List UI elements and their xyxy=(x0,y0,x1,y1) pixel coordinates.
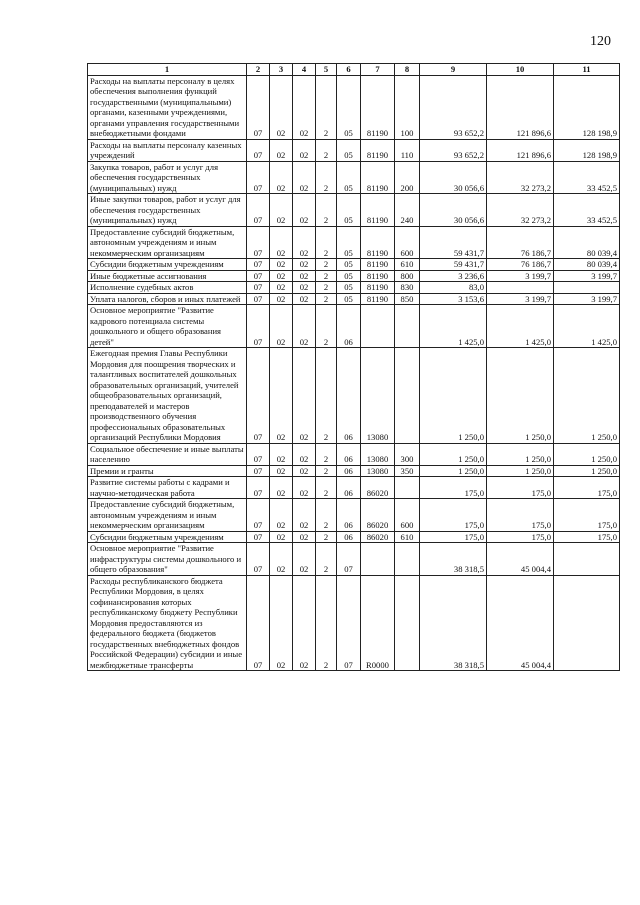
amount-year3-cell xyxy=(554,543,620,576)
subsection2-cell: 02 xyxy=(293,348,316,444)
subprogram-cell: 05 xyxy=(337,194,361,227)
subsection-cell: 02 xyxy=(270,139,293,161)
subprogram-cell: 05 xyxy=(337,282,361,294)
subsection-cell: 02 xyxy=(270,575,293,671)
expense-code-cell: 13080 xyxy=(361,465,395,477)
amount-year3-cell: 1 250,0 xyxy=(554,443,620,465)
expense-type-cell xyxy=(395,305,420,348)
amount-year2-cell: 3 199,7 xyxy=(487,270,554,282)
amount-year2-cell: 1 425,0 xyxy=(487,305,554,348)
amount-year2-cell: 32 273,2 xyxy=(487,161,554,194)
subsection-cell: 02 xyxy=(270,305,293,348)
amount-year2-cell xyxy=(487,282,554,294)
program-cell: 2 xyxy=(316,259,337,271)
amount-year2-cell: 45 004,4 xyxy=(487,575,554,671)
section-cell: 07 xyxy=(247,531,270,543)
table-row xyxy=(88,75,620,139)
section-cell: 07 xyxy=(247,282,270,294)
program-cell: 2 xyxy=(316,305,337,348)
table-header xyxy=(88,64,620,76)
amount-year3-cell: 1 250,0 xyxy=(554,465,620,477)
section-cell: 07 xyxy=(247,161,270,194)
amount-year1-cell: 1 425,0 xyxy=(420,305,487,348)
section-cell: 07 xyxy=(247,477,270,499)
expense-type-cell: 300 xyxy=(395,443,420,465)
amount-year3-cell: 33 452,5 xyxy=(554,194,620,227)
subprogram-cell: 06 xyxy=(337,305,361,348)
program-cell: 2 xyxy=(316,293,337,305)
expense-code-cell: 81190 xyxy=(361,139,395,161)
amount-year1-cell: 1 250,0 xyxy=(420,348,487,444)
expense-code-cell: R0000 xyxy=(361,575,395,671)
subsection2-cell: 02 xyxy=(293,270,316,282)
expense-type-cell: 610 xyxy=(395,531,420,543)
program-cell: 2 xyxy=(316,575,337,671)
subsection-cell: 02 xyxy=(270,75,293,139)
expense-code-cell: 81190 xyxy=(361,75,395,139)
subsection-cell: 02 xyxy=(270,259,293,271)
section-cell: 07 xyxy=(247,270,270,282)
program-cell: 2 xyxy=(316,477,337,499)
subprogram-cell: 06 xyxy=(337,348,361,444)
expense-code-cell xyxy=(361,543,395,576)
subprogram-cell: 05 xyxy=(337,75,361,139)
table-row xyxy=(88,139,620,161)
expense-code-cell: 13080 xyxy=(361,348,395,444)
column-header: 1 xyxy=(88,64,247,76)
table-row xyxy=(88,543,620,576)
program-cell: 2 xyxy=(316,443,337,465)
expense-code-cell: 81190 xyxy=(361,161,395,194)
subprogram-cell: 06 xyxy=(337,465,361,477)
expense-type-cell: 600 xyxy=(395,499,420,532)
row-name-cell: Предоставление субсидий бюджетным, автономным учреждениям и иным некоммерческим организациям xyxy=(88,499,247,532)
subprogram-cell: 05 xyxy=(337,270,361,282)
amount-year2-cell: 175,0 xyxy=(487,477,554,499)
subprogram-cell: 05 xyxy=(337,161,361,194)
subprogram-cell: 07 xyxy=(337,543,361,576)
expense-type-cell xyxy=(395,348,420,444)
amount-year2-cell: 45 004,4 xyxy=(487,543,554,576)
subsection-cell: 02 xyxy=(270,499,293,532)
subsection-cell: 02 xyxy=(270,348,293,444)
subsection2-cell: 02 xyxy=(293,293,316,305)
subprogram-cell: 07 xyxy=(337,575,361,671)
subsection-cell: 02 xyxy=(270,477,293,499)
amount-year2-cell: 32 273,2 xyxy=(487,194,554,227)
column-header: 5 xyxy=(316,64,337,76)
amount-year1-cell: 30 056,6 xyxy=(420,194,487,227)
amount-year1-cell: 175,0 xyxy=(420,477,487,499)
expense-type-cell: 830 xyxy=(395,282,420,294)
amount-year1-cell: 175,0 xyxy=(420,531,487,543)
section-cell: 07 xyxy=(247,499,270,532)
section-cell: 07 xyxy=(247,465,270,477)
subsection2-cell: 02 xyxy=(293,282,316,294)
row-name-cell: Уплата налогов, сборов и иных платежей xyxy=(88,293,247,305)
amount-year2-cell: 1 250,0 xyxy=(487,465,554,477)
budget-table xyxy=(87,63,620,671)
subsection-cell: 02 xyxy=(270,531,293,543)
amount-year3-cell: 80 039,4 xyxy=(554,259,620,271)
row-name-cell: Развитие системы работы с кадрами и научно-методическая работа xyxy=(88,477,247,499)
subsection-cell: 02 xyxy=(270,270,293,282)
amount-year2-cell: 1 250,0 xyxy=(487,348,554,444)
subsection-cell: 02 xyxy=(270,443,293,465)
section-cell: 07 xyxy=(247,75,270,139)
amount-year3-cell: 80 039,4 xyxy=(554,226,620,259)
section-cell: 07 xyxy=(247,575,270,671)
table-row xyxy=(88,443,620,465)
amount-year3-cell: 3 199,7 xyxy=(554,270,620,282)
subsection-cell: 02 xyxy=(270,465,293,477)
row-name-cell: Иные бюджетные ассигнования xyxy=(88,270,247,282)
table-row xyxy=(88,465,620,477)
table-row xyxy=(88,499,620,532)
program-cell: 2 xyxy=(316,282,337,294)
amount-year1-cell: 38 318,5 xyxy=(420,543,487,576)
amount-year2-cell: 175,0 xyxy=(487,531,554,543)
program-cell: 2 xyxy=(316,531,337,543)
subprogram-cell: 05 xyxy=(337,226,361,259)
amount-year2-cell: 3 199,7 xyxy=(487,293,554,305)
column-header: 8 xyxy=(395,64,420,76)
table-row xyxy=(88,477,620,499)
section-cell: 07 xyxy=(247,293,270,305)
expense-code-cell: 13080 xyxy=(361,443,395,465)
subsection2-cell: 02 xyxy=(293,477,316,499)
subsection2-cell: 02 xyxy=(293,499,316,532)
expense-code-cell: 86020 xyxy=(361,531,395,543)
subsection2-cell: 02 xyxy=(293,465,316,477)
row-name-cell: Ежегодная премия Главы Республики Мордовия для поощрения творческих и талантливых воспитателей дошкольных образовательных организаций, учителей общеобразовательных организаций, преподавателей и мастеров производственного обучения профессиональных образовательных организаций Республики Мордовия xyxy=(88,348,247,444)
expense-type-cell: 240 xyxy=(395,194,420,227)
section-cell: 07 xyxy=(247,226,270,259)
expense-type-cell: 850 xyxy=(395,293,420,305)
expense-code-cell: 81190 xyxy=(361,194,395,227)
subsection-cell: 02 xyxy=(270,194,293,227)
amount-year3-cell: 175,0 xyxy=(554,531,620,543)
amount-year1-cell: 1 250,0 xyxy=(420,443,487,465)
row-name-cell: Иные закупки товаров, работ и услуг для обеспечения государственных (муниципальных) нужд xyxy=(88,194,247,227)
section-cell: 07 xyxy=(247,259,270,271)
amount-year1-cell: 93 652,2 xyxy=(420,139,487,161)
program-cell: 2 xyxy=(316,348,337,444)
expense-code-cell xyxy=(361,305,395,348)
amount-year3-cell: 128 198,9 xyxy=(554,139,620,161)
row-name-cell: Основное мероприятие "Развитие инфраструктуры системы дошкольного и общего образования" xyxy=(88,543,247,576)
subsection2-cell: 02 xyxy=(293,75,316,139)
subprogram-cell: 05 xyxy=(337,259,361,271)
row-name-cell: Расходы на выплаты персоналу казенных учреждений xyxy=(88,139,247,161)
amount-year2-cell: 1 250,0 xyxy=(487,443,554,465)
section-cell: 07 xyxy=(247,543,270,576)
amount-year2-cell: 121 896,6 xyxy=(487,75,554,139)
amount-year2-cell: 121 896,6 xyxy=(487,139,554,161)
subprogram-cell: 05 xyxy=(337,293,361,305)
expense-code-cell: 81190 xyxy=(361,226,395,259)
expense-type-cell xyxy=(395,477,420,499)
column-header: 9 xyxy=(420,64,487,76)
subsection-cell: 02 xyxy=(270,293,293,305)
program-cell: 2 xyxy=(316,226,337,259)
amount-year2-cell: 76 186,7 xyxy=(487,259,554,271)
column-header: 3 xyxy=(270,64,293,76)
section-cell: 07 xyxy=(247,194,270,227)
section-cell: 07 xyxy=(247,443,270,465)
section-cell: 07 xyxy=(247,139,270,161)
amount-year1-cell: 93 652,2 xyxy=(420,75,487,139)
column-header: 2 xyxy=(247,64,270,76)
amount-year1-cell: 59 431,7 xyxy=(420,226,487,259)
expense-type-cell: 800 xyxy=(395,270,420,282)
subsection-cell: 02 xyxy=(270,543,293,576)
subsection2-cell: 02 xyxy=(293,139,316,161)
subsection-cell: 02 xyxy=(270,226,293,259)
program-cell: 2 xyxy=(316,543,337,576)
subsection2-cell: 02 xyxy=(293,226,316,259)
program-cell: 2 xyxy=(316,499,337,532)
row-name-cell: Социальное обеспечение и иные выплаты населению xyxy=(88,443,247,465)
amount-year1-cell: 3 153,6 xyxy=(420,293,487,305)
subprogram-cell: 06 xyxy=(337,531,361,543)
subsection2-cell: 02 xyxy=(293,259,316,271)
expense-code-cell: 81190 xyxy=(361,293,395,305)
expense-code-cell: 81190 xyxy=(361,282,395,294)
table-row xyxy=(88,270,620,282)
row-name-cell: Субсидии бюджетным учреждениям xyxy=(88,259,247,271)
table-row xyxy=(88,282,620,294)
row-name-cell: Субсидии бюджетным учреждениям xyxy=(88,531,247,543)
table-row xyxy=(88,194,620,227)
row-name-cell: Закупка товаров, работ и услуг для обеспечения государственных (муниципальных) нужд xyxy=(88,161,247,194)
subsection2-cell: 02 xyxy=(293,161,316,194)
row-name-cell: Исполнение судебных актов xyxy=(88,282,247,294)
row-name-cell: Расходы на выплаты персоналу в целях обеспечения выполнения функций государственными (муниципальными) органами, казенными учреждениями, органами управления государственными внебюджетными фондами xyxy=(88,75,247,139)
column-header: 4 xyxy=(293,64,316,76)
program-cell: 2 xyxy=(316,139,337,161)
program-cell: 2 xyxy=(316,465,337,477)
expense-type-cell: 350 xyxy=(395,465,420,477)
amount-year1-cell: 30 056,6 xyxy=(420,161,487,194)
row-name-cell: Основное мероприятие "Развитие кадрового потенциала системы дошкольного и общего образования детей" xyxy=(88,305,247,348)
table-row xyxy=(88,293,620,305)
table-row xyxy=(88,348,620,444)
column-header: 7 xyxy=(361,64,395,76)
subsection-cell: 02 xyxy=(270,161,293,194)
table-row xyxy=(88,575,620,671)
expense-type-cell xyxy=(395,575,420,671)
subprogram-cell: 06 xyxy=(337,477,361,499)
column-header: 11 xyxy=(554,64,620,76)
program-cell: 2 xyxy=(316,194,337,227)
amount-year1-cell: 175,0 xyxy=(420,499,487,532)
table-row xyxy=(88,531,620,543)
subsection2-cell: 02 xyxy=(293,575,316,671)
amount-year3-cell: 3 199,7 xyxy=(554,293,620,305)
amount-year1-cell: 59 431,7 xyxy=(420,259,487,271)
subprogram-cell: 05 xyxy=(337,139,361,161)
amount-year3-cell: 1 425,0 xyxy=(554,305,620,348)
amount-year3-cell xyxy=(554,575,620,671)
amount-year3-cell: 175,0 xyxy=(554,499,620,532)
table-row xyxy=(88,226,620,259)
subsection2-cell: 02 xyxy=(293,305,316,348)
amount-year1-cell: 3 236,6 xyxy=(420,270,487,282)
program-cell: 2 xyxy=(316,270,337,282)
table-row xyxy=(88,161,620,194)
program-cell: 2 xyxy=(316,161,337,194)
expense-type-cell: 110 xyxy=(395,139,420,161)
subsection2-cell: 02 xyxy=(293,543,316,576)
expense-type-cell xyxy=(395,543,420,576)
expense-type-cell: 100 xyxy=(395,75,420,139)
subsection2-cell: 02 xyxy=(293,194,316,227)
amount-year3-cell: 33 452,5 xyxy=(554,161,620,194)
page-number: 120 xyxy=(590,34,611,49)
expense-type-cell: 600 xyxy=(395,226,420,259)
amount-year3-cell: 128 198,9 xyxy=(554,75,620,139)
expense-code-cell: 86020 xyxy=(361,499,395,532)
row-name-cell: Расходы республиканского бюджета Республики Мордовия, в целях софинансирования которых республиканскому бюджету Республики Мордовия предоставляются из федерального бюджета (бюджетов государственных внебюджетных фондов Российской Федерации) субсидии и иные межбюджетные трансферты xyxy=(88,575,247,671)
expense-code-cell: 86020 xyxy=(361,477,395,499)
row-name-cell: Премии и гранты xyxy=(88,465,247,477)
subsection2-cell: 02 xyxy=(293,443,316,465)
expense-code-cell: 81190 xyxy=(361,270,395,282)
subprogram-cell: 06 xyxy=(337,443,361,465)
subsection2-cell: 02 xyxy=(293,531,316,543)
row-name-cell: Предоставление субсидий бюджетным, автономным учреждениям и иным некоммерческим организациям xyxy=(88,226,247,259)
amount-year1-cell: 38 318,5 xyxy=(420,575,487,671)
amount-year3-cell: 175,0 xyxy=(554,477,620,499)
program-cell: 2 xyxy=(316,75,337,139)
amount-year3-cell xyxy=(554,282,620,294)
amount-year2-cell: 175,0 xyxy=(487,499,554,532)
amount-year1-cell: 1 250,0 xyxy=(420,465,487,477)
table-body xyxy=(88,75,620,671)
amount-year2-cell: 76 186,7 xyxy=(487,226,554,259)
expense-code-cell: 81190 xyxy=(361,259,395,271)
subprogram-cell: 06 xyxy=(337,499,361,532)
section-cell: 07 xyxy=(247,305,270,348)
column-header: 10 xyxy=(487,64,554,76)
amount-year3-cell: 1 250,0 xyxy=(554,348,620,444)
table-row xyxy=(88,259,620,271)
expense-type-cell: 200 xyxy=(395,161,420,194)
column-header: 6 xyxy=(337,64,361,76)
subsection-cell: 02 xyxy=(270,282,293,294)
amount-year1-cell: 83,0 xyxy=(420,282,487,294)
section-cell: 07 xyxy=(247,348,270,444)
table-row xyxy=(88,305,620,348)
expense-type-cell: 610 xyxy=(395,259,420,271)
